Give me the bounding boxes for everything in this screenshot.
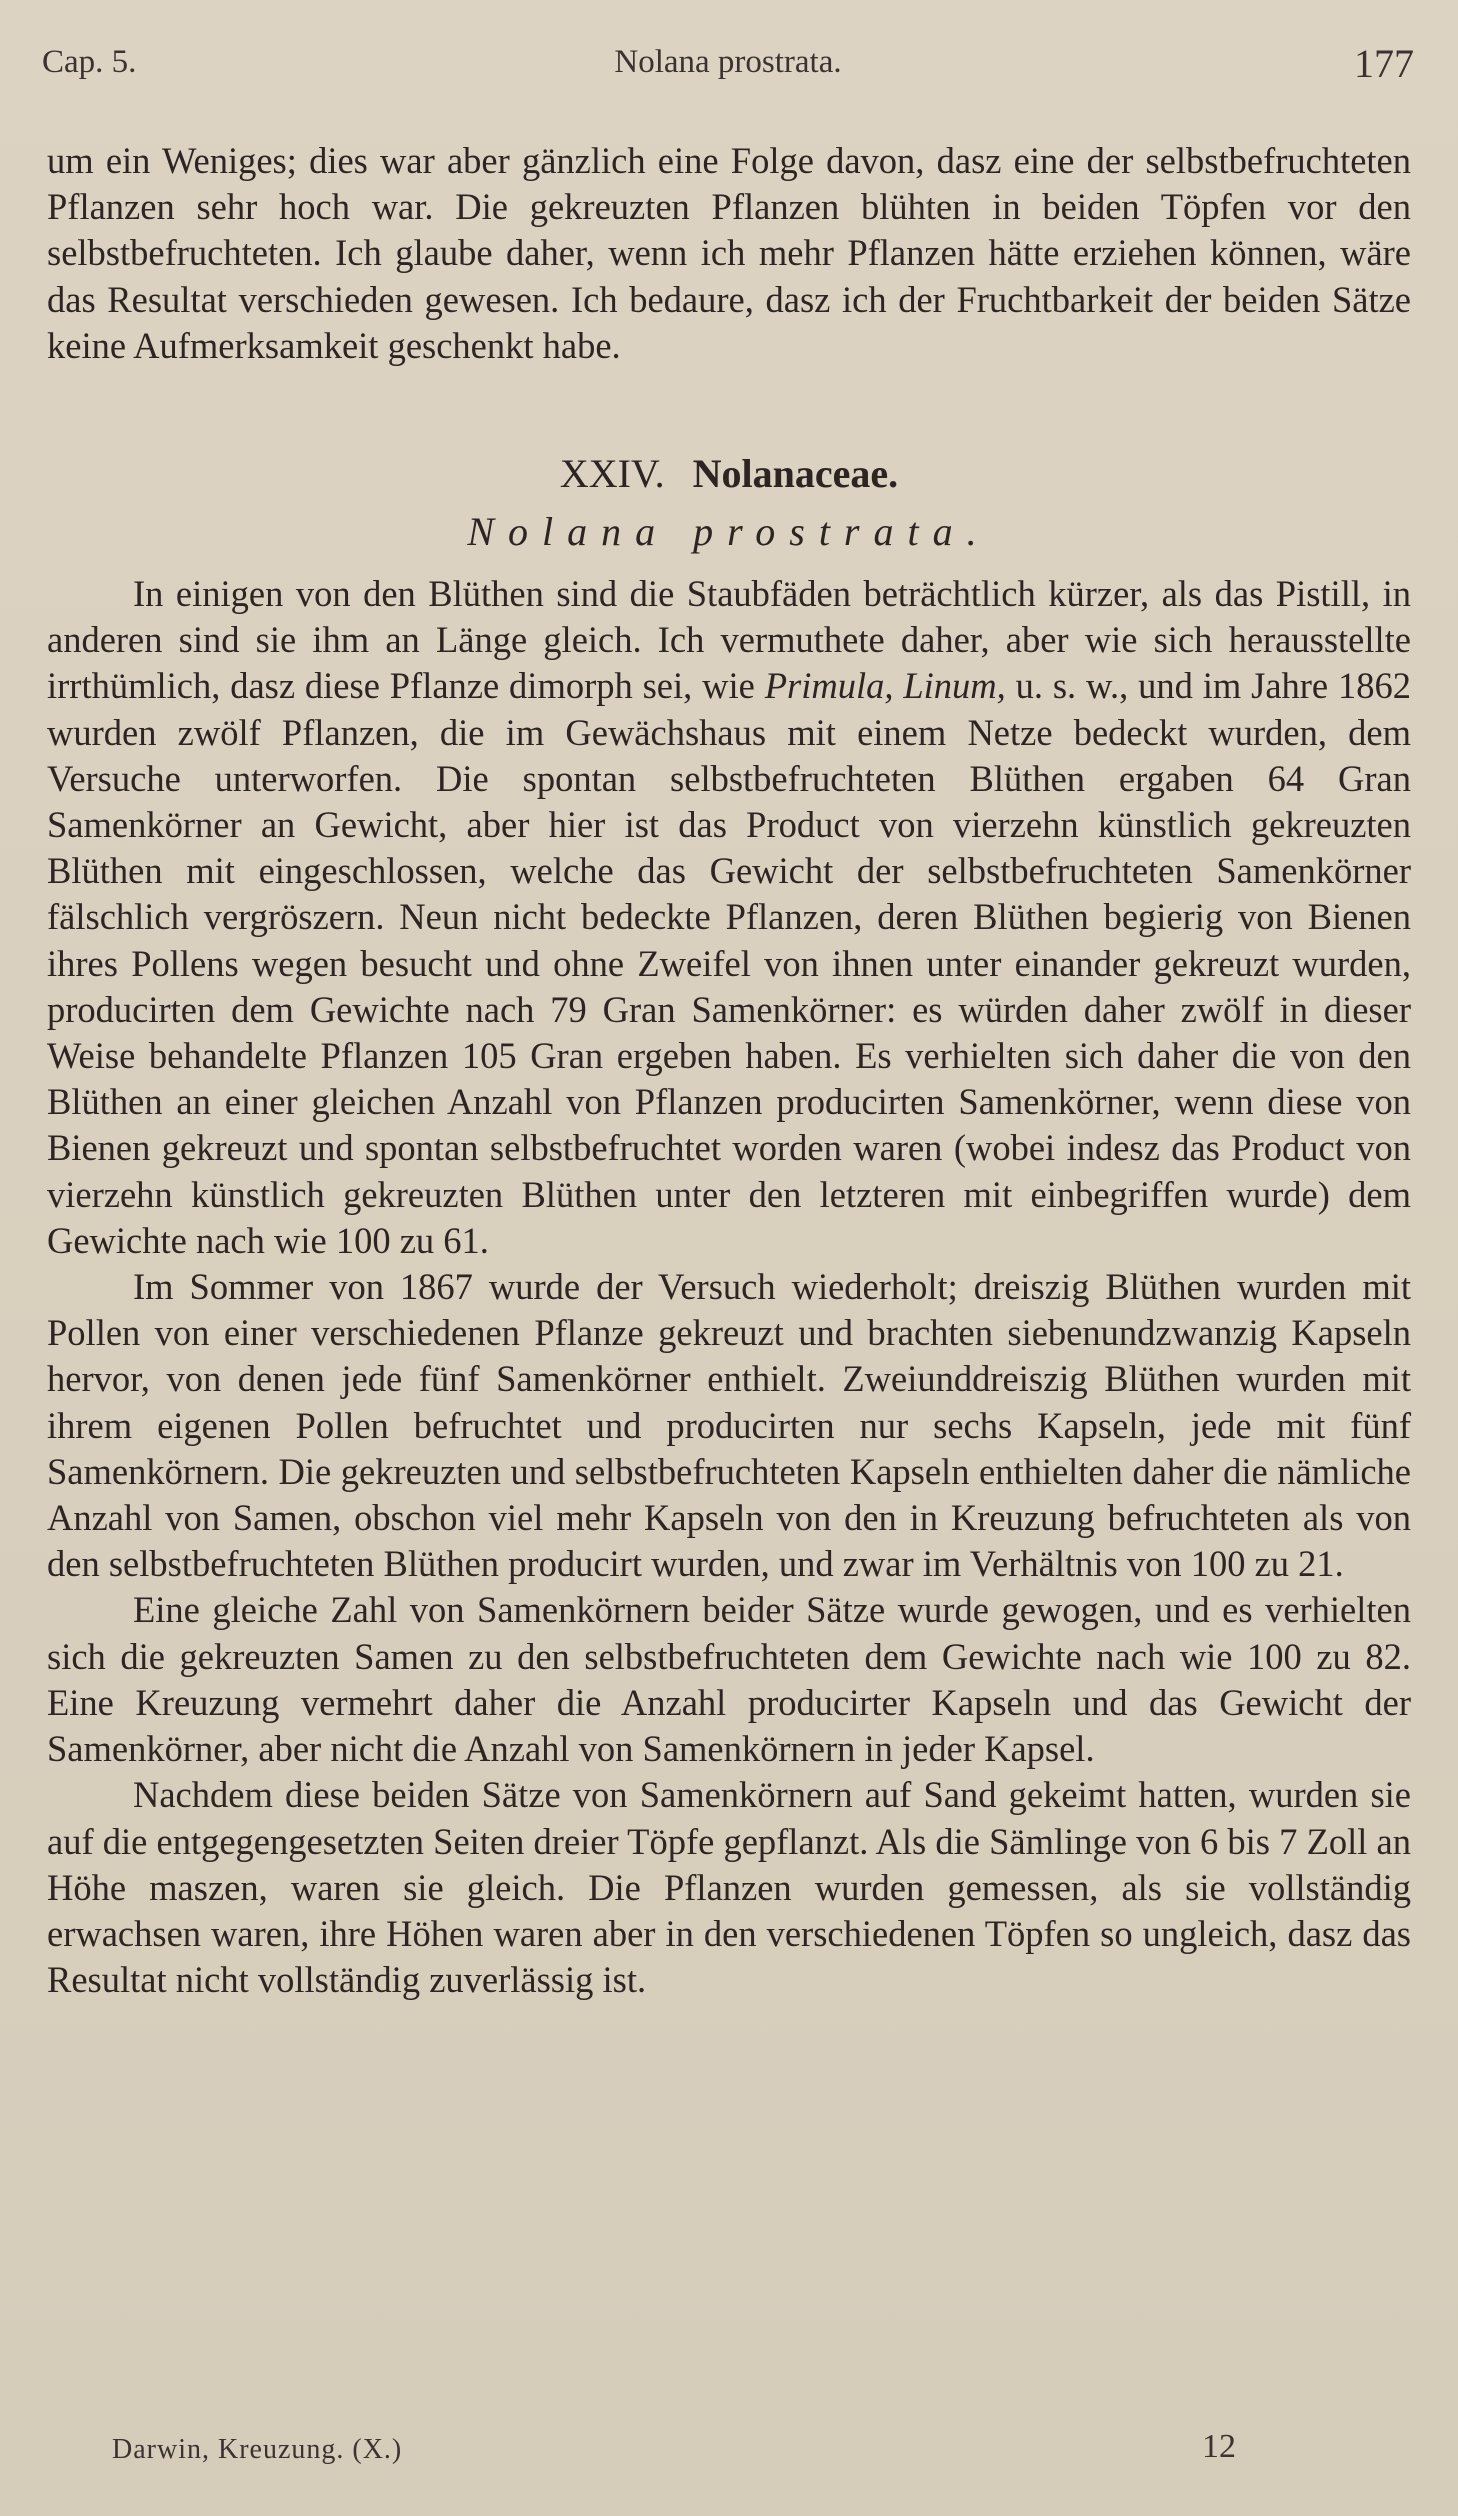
paragraph-1-genus-names: Primula, Linum, [764,665,1006,707]
page-number: 177 [1354,41,1414,86]
paragraph-3: Eine gleiche Zahl von Samenkörnern beider Sätze wurde gewogen, und es verhielten sich die gekreuzten Samen zu den selbstbefruchteten dem Gewichte nach wie 100 zu 82. Eine Kreuzung vermehrt daher die Anzahl producirter Kapseln und das Gewicht der Samenkörner, aber nicht die Anzahl von Samenkörnern in jeder Kapsel. [47,1589,1411,1770]
section-heading [47,449,1411,499]
intro-paragraph: um ein Weniges; dies war aber gänzlich eine Folge davon, dasz eine der selbstbefruchteten Pflanzen sehr hoch war. Die gekreuzten Pflanzen blühten in beiden Töpfen vor den selbstbefruchteten. Ich glaube daher, wenn ich mehr Pflanzen hätte erziehen können, wäre das Resultat verschieden gewesen. Ich bedaure, dasz ich der Fruchtbarkeit der beiden Sätze keine Aufmerksamkeit geschenkt habe. [47,140,1411,366]
running-title: Nolana prostrata. [614,44,842,80]
section-number: XXIV. [559,451,665,497]
paragraph-2: Im Sommer von 1867 wurde der Versuch wiederholt; dreiszig Blüthen wurden mit Pollen von einer verschiedenen Pflanze gekreuzt und brachten siebenundzwanzig Kapseln hervor, von denen jede fünf Samenkörner enthielt. Zweiunddreiszig Blüthen wurden mit ihrem eigenen Pollen befruchtet und producirten nur sechs Kapseln, jede mit fünf Samenkörnern. Die gekreuzten und selbstbefruchteten Kapseln enthielten daher die nämliche Anzahl von Samen, obschon viel mehr Kapseln von den in Kreuzung befruchteten als von den selbstbefruchteten Blüthen producirt wurden, und zwar im Verhältnis von 100 zu 21. [47,1266,1411,1585]
chapter-label: Cap. 5. [42,44,137,80]
paragraph-1-text-a: In einigen von den Blüthen sind die Staubfäden beträchtlich kürzer, als das Pistill, in anderen sind sie ihm an Länge gleich. Ich vermuthete daher, aber wie sich herausstellte irrthümlich, dasz diese Pflanze dimorph sei, wie [47,573,1411,707]
paragraph-4: Nachdem diese beiden Sätze von Samenkörnern auf Sand gekeimt hatten, wurden sie auf die entgegengesetzten Seiten dreier Töpfe gepflanzt. Als die Sämlinge von 6 bis 7 Zoll an Höhe maszen, waren sie gleich. Die Pflanzen wurden gemessen, als sie vollständig erwachsen waren, ihre Höhen waren aber in den verschiedenen Töpfen so ungleich, dasz das Resultat nicht vollständig zuverlässig ist. [47,1774,1411,2001]
running-head [42,40,1414,92]
printer-signature: Darwin, Kreuzung. (X.) [112,2434,403,2465]
paragraph-1-text-b: u. s. w., und im Jahre 1862 wurden zwölf Pflanzen, die im Gewächshaus mit einem Netze bedeckt wurden, dem Versuche unterworfen. Die spontan selbstbefruchteten Blüthen ergaben 64 Gran Samenkörner an Gewicht, aber hier ist das Product von vierzehn künstlich gekreuzten Blüthen mit eingeschlossen, welche das Gewicht der selbstbefruchteten Samenkörner fälschlich vergröszern. Neun nicht bedeckte Pflanzen, deren Blüthen begierig von Bienen ihres Pollens wegen besucht und ohne Zweifel von ihnen unter einander gekreuzt wurden, producirten dem Gewichte nach 79 Gran Samenkörner: es würden daher zwölf in dieser Weise behandelte Pflanzen 105 Gran ergeben haben. Es verhielten sich daher die von den Blüthen an einer gleichen Anzahl von Pflanzen producirten Samenkörner, wenn diese von Bienen gekreuzt und spontan selbstbefruchtet worden waren (wobei indesz das Product von vierzehn künstlich gekreuzten Blüthen unter den letzteren mit einbegriffen wurde) dem Gewichte nach wie 100 zu 61. [47,665,1411,1261]
sheet-number: 12 [1202,2428,1236,2465]
paragraph-1 [47,571,1411,1264]
species-heading: Nolana prostrata. [467,509,991,555]
page-body [47,138,1411,2003]
section-name: Nolanaceae. [692,451,899,497]
